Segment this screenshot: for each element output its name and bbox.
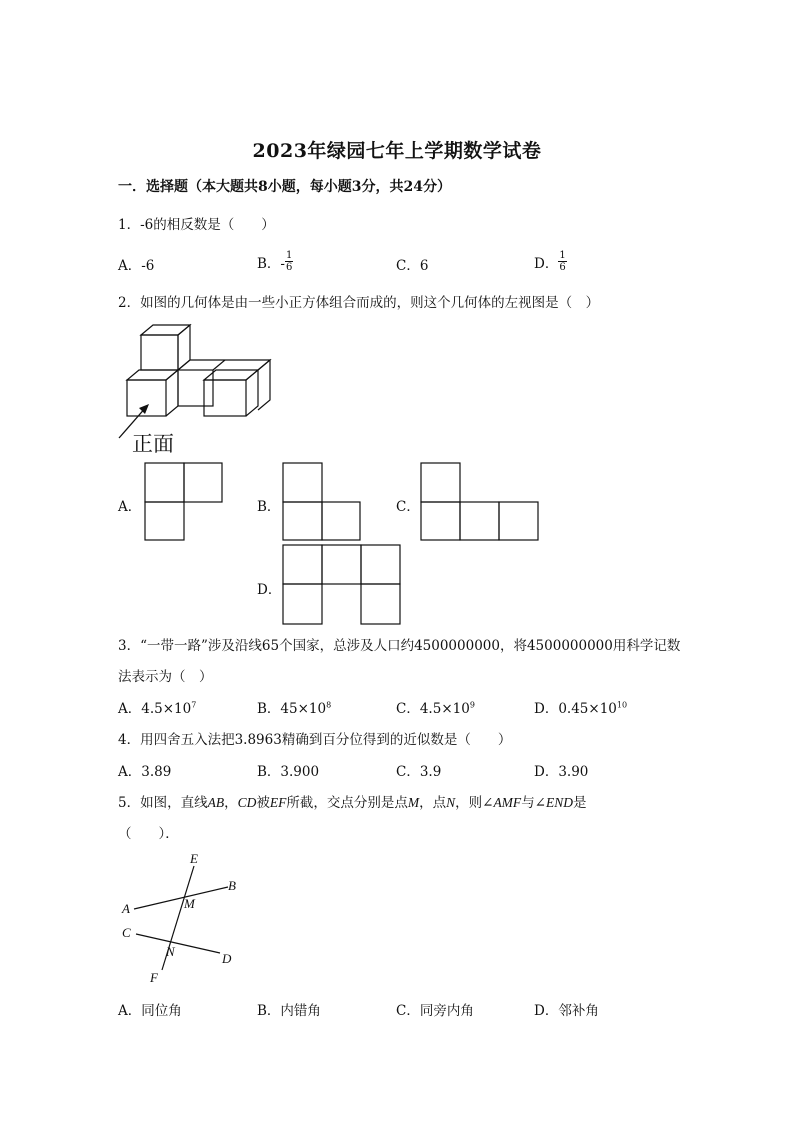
q2-option-a-view — [144, 462, 224, 542]
cube-top-front-face — [141, 335, 178, 370]
cube-front-left-face — [127, 380, 166, 416]
q4-option-a: A．3.89 — [118, 764, 172, 780]
q1-option-d — [534, 252, 567, 273]
q1-d-denominator: 6 — [559, 262, 566, 273]
label-a: A — [122, 901, 130, 916]
c-cell-2 — [421, 502, 460, 540]
q3-b-exponent: 8 — [326, 700, 332, 710]
cube-front-left-top — [127, 370, 178, 380]
q5-option-d: D．邻补角 — [534, 1003, 599, 1019]
q1-stem: 1．-6的相反数是（ ） — [118, 217, 275, 233]
label-c: C — [122, 925, 131, 940]
label-n: N — [166, 944, 175, 959]
c-cell-4 — [499, 502, 538, 540]
q5-angle-amf: AMF — [493, 795, 522, 810]
q1-option-d-prefix: D． — [534, 256, 559, 272]
q3-a-exponent: 7 — [191, 700, 197, 710]
q1-option-b — [257, 252, 293, 273]
q5-stem-line1 — [118, 791, 587, 811]
q3-b-prefix: B． — [257, 701, 281, 717]
q3-stem-line1: 3．“一带一路”涉及沿线65个国家，总涉及人口约4500000000，将4500000000用科学记数 — [118, 638, 681, 654]
q5-point-m: M — [407, 795, 420, 810]
q2-option-d-view — [282, 544, 402, 626]
q5-sep1: ， — [224, 795, 238, 811]
d-cell-4 — [283, 584, 322, 624]
q1-option-d-fraction — [558, 250, 566, 273]
q5-sep2: ，点 — [419, 795, 447, 811]
label-m: M — [184, 896, 195, 911]
a-cell-2 — [184, 463, 222, 502]
q1-d-numerator: 1 — [559, 250, 566, 261]
q2-option-a-label: A． — [118, 499, 142, 515]
q4-stem: 4．用四舍五入法把3.8963精确到百分位得到的近似数是（ ） — [118, 732, 512, 748]
d-cell-3 — [361, 545, 400, 584]
q1-option-b-prefix: B．- — [257, 256, 285, 272]
right-side-face — [258, 360, 270, 410]
page-title: 2023年绿园七年上学期数学试卷 — [252, 140, 542, 162]
q5-stem-part3: 所截，交点分别是点 — [286, 795, 408, 811]
line-ab — [134, 887, 228, 909]
q3-stem-line2: 法表示为（ ） — [118, 669, 213, 685]
q5-stem-line2: （ ）． — [118, 826, 179, 842]
cube-top-side-face — [178, 325, 190, 370]
cube-front-left-side — [166, 370, 178, 416]
q5-line-cd: CD — [237, 795, 257, 810]
b-cell-1 — [283, 463, 322, 502]
q3-c-exponent: 9 — [469, 700, 475, 710]
q1-b-numerator: 1 — [285, 250, 293, 261]
q3-a-base: 4.5×10 — [141, 701, 192, 717]
q3-option-b — [257, 697, 331, 717]
q5-stem-part1: 5．如图，直线 — [118, 795, 208, 811]
c-cell-3 — [460, 502, 499, 540]
q5-stem-part6: 是 — [573, 795, 587, 811]
q1-option-a: A．-6 — [118, 258, 155, 274]
q3-option-a — [118, 697, 196, 717]
q3-c-prefix: C． — [396, 701, 420, 717]
q5-stem-part4: ，则∠ — [455, 795, 494, 811]
cube-middle-front-face — [178, 370, 213, 406]
q3-d-exponent: 10 — [616, 700, 628, 710]
label-b: B — [228, 878, 236, 893]
q5-option-b: B．内错角 — [257, 1003, 321, 1019]
d-cell-1 — [283, 545, 322, 584]
q3-c-base: 4.5×10 — [419, 701, 470, 717]
c-cell-1 — [421, 463, 460, 502]
label-d: D — [222, 951, 232, 966]
q1-b-denominator: 6 — [285, 262, 293, 273]
q4-option-c: C．3.9 — [396, 764, 442, 780]
q5-option-a: A．同位角 — [118, 1003, 182, 1019]
q2-option-c-view — [420, 462, 540, 542]
q2-option-b-label: B． — [257, 499, 281, 515]
q2-option-d-label: D． — [257, 582, 282, 598]
q5-line-ef: EF — [269, 795, 287, 810]
line-cd — [136, 934, 220, 953]
cube-front-right-face — [204, 380, 246, 416]
q3-d-base: 0.45×10 — [558, 701, 617, 717]
q2-stem: 2．如图的几何体是由一些小正方体组合而成的，则这个几何体的左视图是（ ） — [118, 295, 600, 311]
cube-top-top-face — [141, 325, 190, 335]
q2-option-c-label: C． — [396, 499, 420, 515]
b-cell-2 — [283, 502, 322, 540]
a-cell-3 — [145, 502, 184, 540]
q4-option-d: D．3.90 — [534, 764, 589, 780]
cube-front-right-side — [246, 370, 258, 416]
q3-option-c — [396, 697, 475, 717]
q5-angle-end: END — [546, 795, 573, 810]
q3-d-prefix: D． — [534, 701, 559, 717]
cube-front-right-top — [204, 370, 258, 380]
d-cell-5 — [361, 584, 400, 624]
q3-option-d — [534, 697, 627, 717]
q1-option-c: C．6 — [396, 258, 429, 274]
q5-option-c: C．同旁内角 — [396, 1003, 474, 1019]
a-cell-1 — [145, 463, 184, 502]
q1-option-b-fraction — [285, 250, 293, 273]
q5-point-n: N — [446, 795, 456, 810]
section-heading: 一．选择题（本大题共8小题，每小题3分，共24分） — [118, 179, 451, 195]
q5-line-figure — [112, 848, 252, 988]
q3-a-prefix: A． — [118, 701, 142, 717]
b-cell-3 — [322, 502, 360, 540]
label-e: E — [190, 851, 198, 866]
back-row-divider — [213, 360, 225, 370]
front-label: 正面 — [132, 432, 174, 456]
q5-stem-part2: 被 — [256, 795, 270, 811]
d-cell-2 — [322, 545, 361, 584]
q4-option-b: B．3.900 — [257, 764, 320, 780]
q5-line-ab: AB — [207, 795, 225, 810]
q3-b-base: 45×10 — [280, 701, 327, 717]
q5-stem-part5: 与∠ — [521, 795, 546, 811]
label-f: F — [150, 970, 158, 985]
q2-option-b-view — [282, 462, 362, 542]
